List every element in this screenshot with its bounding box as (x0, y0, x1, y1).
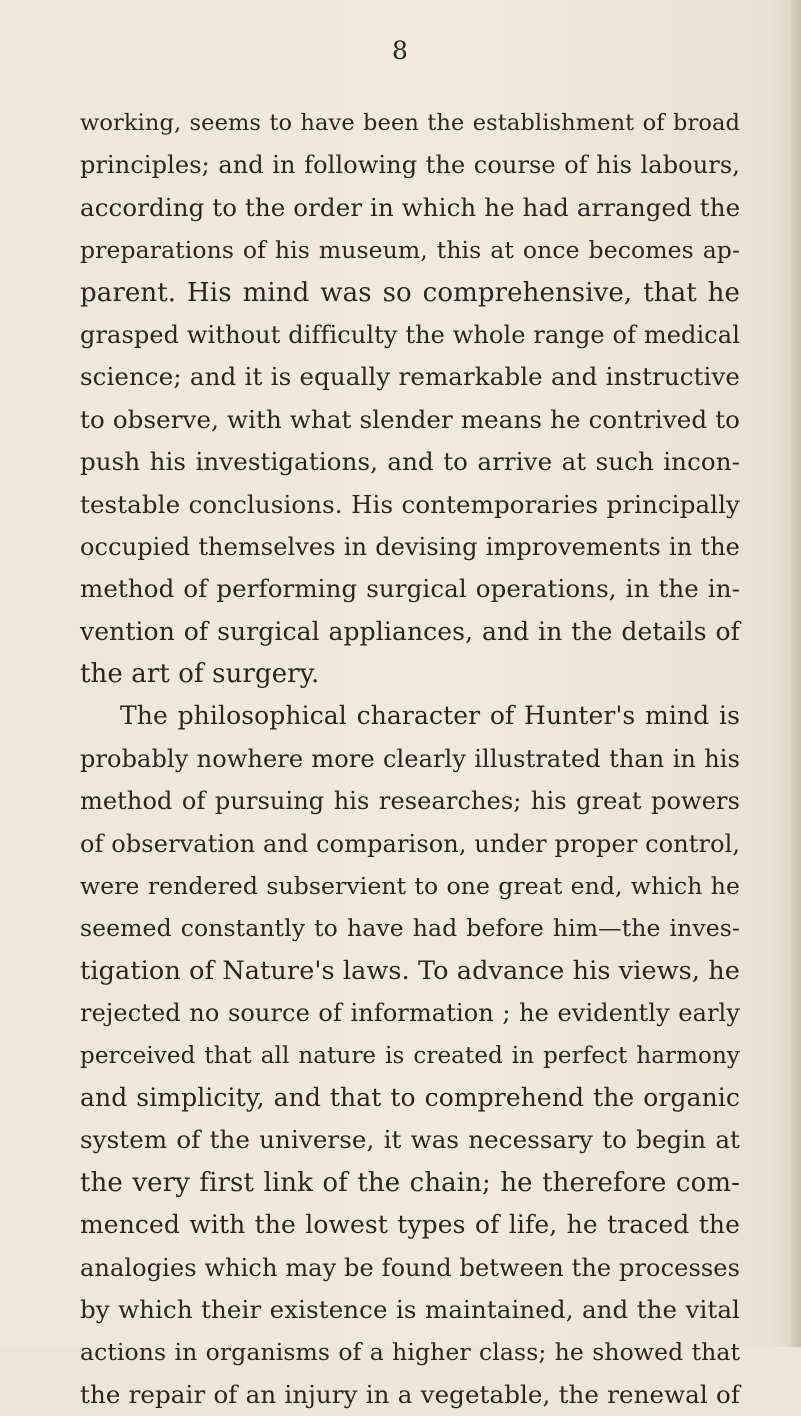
text-line: rejected no source of information ; he evidently early (80, 999, 740, 1028)
text-line: menced with the lowest types of life, he traced the (80, 1210, 740, 1240)
text-line: push his investigations, and to arrive at such incon- (80, 447, 740, 477)
text-line: and simplicity, and that to comprehend the organic (80, 1082, 740, 1112)
text-line: probably nowhere more clearly illustrated than in his (80, 744, 740, 773)
text-line: analogies which may be found between the processes (80, 1253, 740, 1282)
text-line: were rendered subservient to one great end, which he (80, 872, 740, 901)
text-line: parent. His mind was so comprehensive, that he (80, 277, 740, 308)
text-line: method of performing surgical operations, in the in- (80, 574, 740, 604)
text-line: tigation of Nature's laws. To advance his views, he (80, 955, 740, 986)
text-line: the art of surgery. (80, 659, 320, 690)
text-line: of observation and comparison, under proper control, (80, 829, 741, 858)
text-line: working, seems to have been the establishment of broad (80, 110, 740, 136)
text-line: principles; and in following the course of his labours, (80, 151, 740, 180)
text-line: by which their existence is maintained, and the vital (80, 1294, 740, 1324)
text-line: the repair of an injury in a vegetable, the renewal of (80, 1379, 740, 1409)
text-line: preparations of his museum, this at once becomes ap- (80, 236, 740, 265)
text-line: The philosophical character of Hunter's mind is (120, 701, 740, 731)
text-line: science; and it is equally remarkable and instructive (80, 362, 740, 392)
text-line: vention of surgical appliances, and in the details of (80, 616, 740, 646)
text-line: the very first link of the chain; he therefore com- (80, 1167, 740, 1198)
text-line: perceived that all nature is created in perfect harmony (80, 1042, 740, 1069)
text-line: seemed constantly to have had before him—the inves- (80, 914, 740, 943)
page-edge-shadow (791, 0, 801, 1347)
text-line: actions in organisms of a higher class; he showed that (80, 1338, 740, 1367)
text-line: occupied themselves in devising improvements in the (80, 532, 740, 561)
body-text (80, 102, 740, 1416)
text-line: method of pursuing his researches; his great powers (80, 787, 740, 816)
text-line: system of the universe, it was necessary to begin at (80, 1125, 740, 1155)
text-line: to observe, with what slender means he contrived to (80, 404, 740, 434)
page-number: 8 (392, 36, 408, 65)
text-line: according to the order in which he had arranged the (80, 192, 741, 222)
text-line: grasped without difficulty the whole range of medical (80, 320, 740, 349)
text-line: testable conclusions. His contemporaries principally (80, 489, 740, 519)
